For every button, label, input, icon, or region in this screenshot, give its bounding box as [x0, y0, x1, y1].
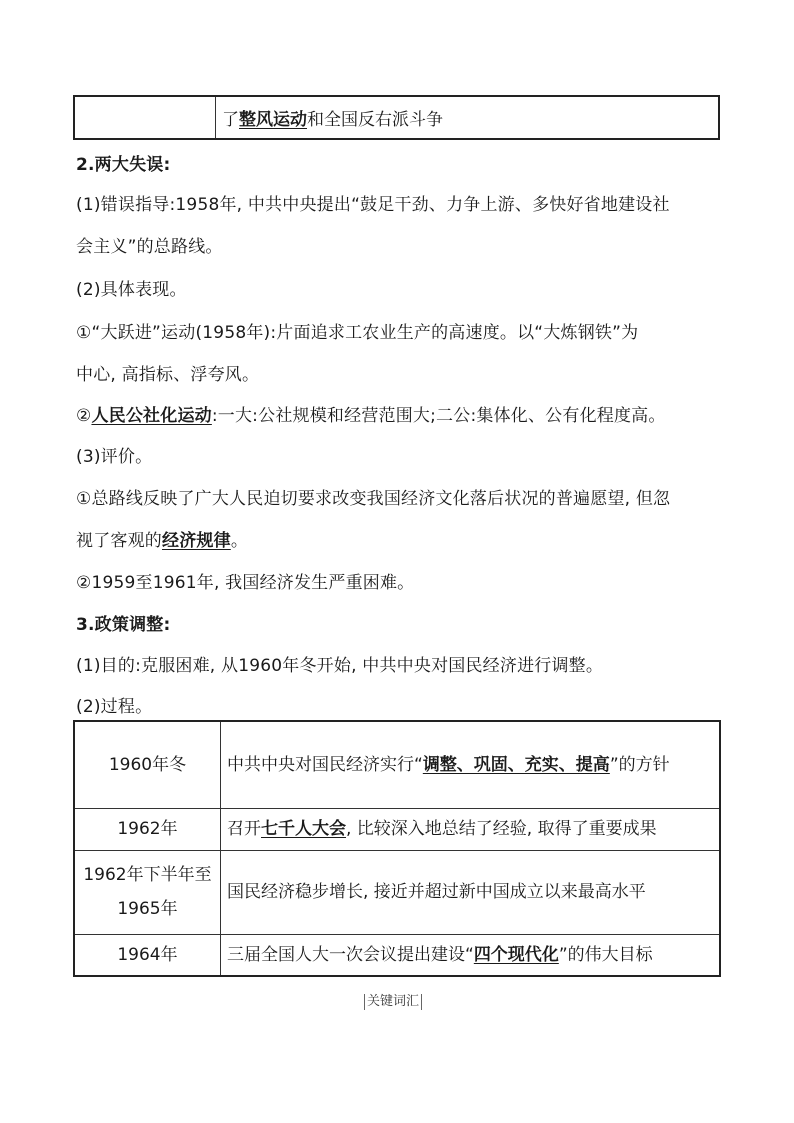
top-table-text-cell	[216, 97, 718, 138]
section2-p1-line2: 会主义”的总路线。	[76, 237, 223, 257]
section2-p4-post: :一大:公社规模和经营范围大;二公:集体化、公有化程度高。	[211, 406, 666, 426]
table-desc-term: 七千人大会	[261, 819, 346, 839]
section2-p3-line2: 中心, 高指标、浮夸风。	[76, 365, 260, 385]
table-desc-pre: 召开	[227, 819, 261, 839]
section2-p6-post: 。	[230, 531, 249, 551]
section2-p6-pre: 视了客观的	[76, 531, 162, 551]
table-desc-cell	[221, 808, 721, 850]
section3-p2: (2)过程。	[76, 697, 153, 717]
section2-heading: 2.两大失误:	[76, 155, 171, 175]
key-terms-label: 关键词汇	[364, 994, 422, 1010]
process-table	[73, 720, 721, 977]
table-desc-post: ”的方针	[609, 754, 670, 775]
section2-p4-term: 人民公社化运动	[91, 406, 212, 426]
section2-p1-line1: (1)错误指导:1958年, 中共中央提出“鼓足干劲、力争上游、多快好省地建设社	[76, 195, 670, 215]
section2-p6-term: 经济规律	[162, 531, 231, 551]
table-desc-term: 调整、巩固、充实、提高	[422, 754, 610, 775]
top-row-term: 整风运动	[239, 110, 307, 130]
section2-p7: ②1959至1961年, 我国经济发生严重困难。	[76, 573, 415, 593]
top-table-fragment	[73, 95, 720, 140]
section3-heading: 3.政策调整:	[76, 615, 171, 635]
top-row-pre: 了	[222, 110, 239, 130]
table-year-cell: 1964年	[74, 934, 221, 976]
section2-p3-line1: ①“大跃进”运动(1958年):片面追求工农业生产的高速度。以“大炼钢铁”为	[76, 323, 639, 343]
section2-p4-pre: ②	[76, 406, 92, 426]
table-year-cell: 1962年	[74, 808, 221, 850]
section2-p5: (3)评价。	[76, 447, 153, 467]
table-desc-cell	[221, 850, 721, 934]
table-row	[74, 934, 720, 976]
section2-p6-line1: ①总路线反映了广大人民迫切要求改变我国经济文化落后状况的普遍愿望, 但忽	[76, 489, 671, 509]
top-table-empty-cell	[75, 97, 216, 138]
table-year-cell: 1960年冬	[74, 721, 221, 808]
table-year-cell: 1962年下半年至1965年	[74, 850, 221, 934]
table-desc-post: ”的伟大目标	[558, 944, 653, 965]
section2-p2: (2)具体表现。	[76, 280, 187, 300]
table-row	[74, 850, 720, 934]
table-desc-term: 四个现代化	[473, 944, 559, 965]
table-desc-cell	[221, 721, 721, 808]
table-row	[74, 721, 720, 808]
table-desc-post: , 比较深入地总结了经验, 取得了重要成果	[346, 819, 657, 839]
section3-p1: (1)目的:克服困难, 从1960年冬开始, 中共中央对国民经济进行调整。	[76, 656, 604, 676]
table-desc-cell	[221, 934, 721, 976]
table-desc-pre: 三届全国人大一次会议提出建设“	[227, 944, 474, 965]
section2-p4	[76, 401, 666, 426]
top-row-post: 和全国反右派斗争	[307, 110, 443, 130]
table-row	[74, 808, 720, 850]
table-desc-pre: 国民经济稳步增长, 接近并超过新中国成立以来最高水平	[227, 882, 646, 902]
table-desc-pre: 中共中央对国民经济实行“	[227, 754, 423, 775]
section2-p6-line2	[76, 526, 248, 551]
